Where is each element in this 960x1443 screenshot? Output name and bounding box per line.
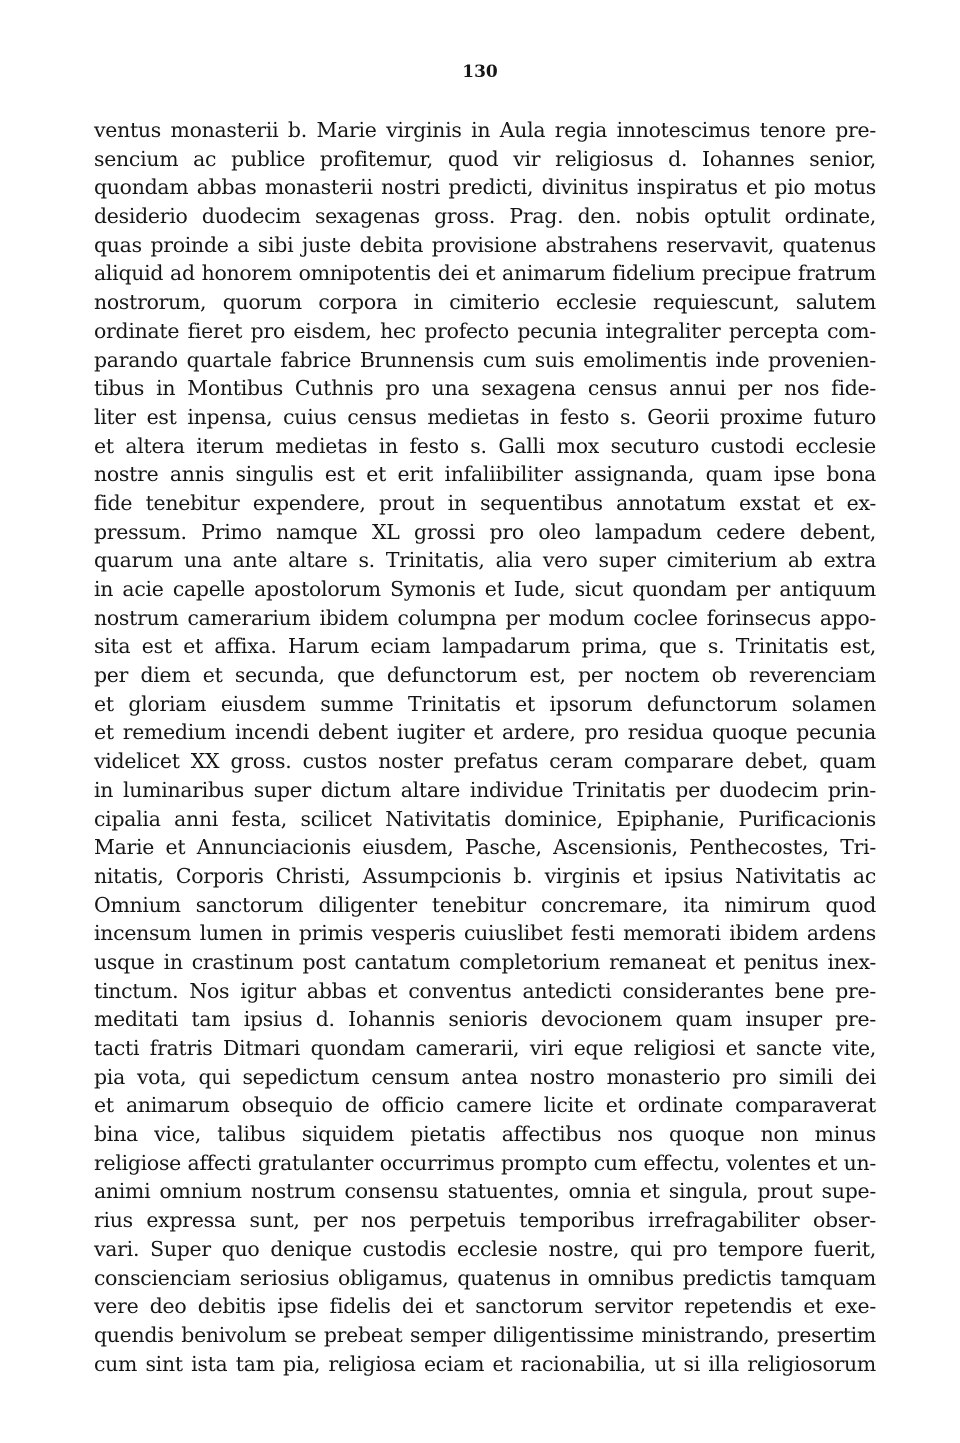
body-text <box>94 116 876 1378</box>
text-line: desiderio duodecim sexagenas gross. Prag. den. nobis optulit ordinate, <box>94 204 876 229</box>
text-line: et altera iterum medietas in festo s. Galli mox secuturo custodi ecclesie <box>94 433 876 458</box>
text-line: cipalia anni festa, scilicet Nativitatis dominice, Epiphanie, Purificacionis <box>94 806 876 831</box>
text-line: nostrum camerarium ibidem columpna per modum coclee forinsecus appo- <box>94 605 876 630</box>
text-line: tibus in Montibus Cuthnis pro una sexagena census annui per nos fide- <box>94 376 876 401</box>
text-line: quendis benivolum se prebeat semper diligentissime ministrando, presertim <box>94 1322 876 1347</box>
text-line: in acie capelle apostolorum Symonis et Iude, sicut quondam per antiquum <box>94 577 876 601</box>
text-line: bina vice, talibus siquidem pietatis affectibus nos quoque non minus <box>94 1122 876 1147</box>
text-line: quarum una ante altare s. Trinitatis, alia vero super cimiterium ab extra <box>94 548 876 573</box>
text-line: animi omnium nostrum consensu statuentes, omnia et singula, prout supe- <box>94 1179 876 1204</box>
text-line: et animarum obsequio de officio camere licite et ordinate comparaverat <box>94 1093 876 1118</box>
text-line: vari. Super quo denique custodis ecclesie nostre, qui pro tempore fuerit, <box>94 1236 876 1261</box>
text-line: conscienciam seriosius obligamus, quatenus in omnibus predictis tamquam <box>94 1265 876 1290</box>
text-line: pressum. Primo namque XL grossi pro oleo lampadum cedere debent, <box>94 519 876 544</box>
text-line: nostre annis singulis est et erit infaliibiliter assignanda, quam ipse bona <box>94 462 876 487</box>
text-line: cum sint ista tam pia, religiosa eciam et racionabilia, ut si illa religiosorum <box>94 1351 876 1376</box>
text-line: et gloriam eiusdem summe Trinitatis et ipsorum defunctorum solamen <box>94 691 876 716</box>
text-line: Marie et Annunciacionis eiusdem, Pasche, Ascensionis, Penthecostes, Tri- <box>94 835 876 860</box>
text-line: religiose affecti gratulanter occurrimus prompto cum effectu, volentes et un- <box>94 1150 876 1175</box>
text-line: nitatis, Corporis Christi, Assumpcionis b. virginis et ipsius Nativitatis ac <box>94 863 876 888</box>
text-line: quas proinde a sibi juste debita provisione abstrahens reservavit, quatenus <box>94 232 876 257</box>
text-line: ordinate fieret pro eisdem, hec profecto pecunia integraliter percepta com- <box>94 318 876 343</box>
text-line: videlicet XX gross. custos noster prefatus ceram comparare debet, quam <box>94 749 876 774</box>
text-line: nostrorum, quorum corpora in cimiterio ecclesie requiescunt, salutem <box>94 290 876 315</box>
text-line: usque in crastinum post cantatum completorium remaneat et penitus inex- <box>94 949 876 974</box>
text-line: sita est et affixa. Harum eciam lampadarum prima, que s. Trinitatis est, <box>94 634 876 659</box>
text-line: tacti fratris Ditmari quondam camerarii, viri eque religiosi et sancte vite, <box>94 1036 876 1060</box>
text-line: tinctum. Nos igitur abbas et conventus antedicti considerantes bene pre- <box>94 978 876 1003</box>
text-line: sencium ac publice profitemur, quod vir religiosus d. Iohannes senior, <box>94 146 876 171</box>
text-line: fide tenebitur expendere, prout in sequentibus annotatum exstat et ex- <box>94 490 876 515</box>
text-line: meditati tam ipsius d. Iohannis senioris devocionem quam insuper pre- <box>94 1007 876 1032</box>
text-line: rius expressa sunt, per nos perpetuis temporibus irrefragabiliter obser- <box>94 1208 876 1233</box>
text-line: vere deo debitis ipse fidelis dei et sanctorum servitor repetendis et exe- <box>94 1294 876 1319</box>
text-line: quondam abbas monasterii nostri predicti, divinitus inspiratus et pio motus <box>94 175 876 200</box>
text-line: incensum lumen in primis vesperis cuiuslibet festi memorati ibidem ardens <box>94 921 876 946</box>
text-line: in luminaribus super dictum altare individue Trinitatis per duodecim prin- <box>94 777 876 802</box>
text-line: per diem et secunda, que defunctorum est, per noctem ob reverenciam <box>94 663 876 688</box>
text-line: ventus monasterii b. Marie virginis in Aula regia innotescimus tenore pre- <box>94 118 876 142</box>
page-number: 130 <box>462 62 498 82</box>
text-line: Omnium sanctorum diligenter tenebitur concremare, ita nimirum quod <box>94 892 876 917</box>
text-line: pia vota, qui sepedictum censum antea nostro monasterio pro simili dei <box>94 1064 876 1089</box>
text-line: liter est inpensa, cuius census medietas in festo s. Georii proxime futuro <box>94 404 876 429</box>
text-line: aliquid ad honorem omnipotentis dei et animarum fidelium precipue fratrum <box>94 261 876 286</box>
text-line: parando quartale fabrice Brunnensis cum suis emolimentis inde provenien- <box>94 347 876 372</box>
text-line: et remedium incendi debent iugiter et ardere, pro residua quoque pecunia <box>94 720 876 745</box>
